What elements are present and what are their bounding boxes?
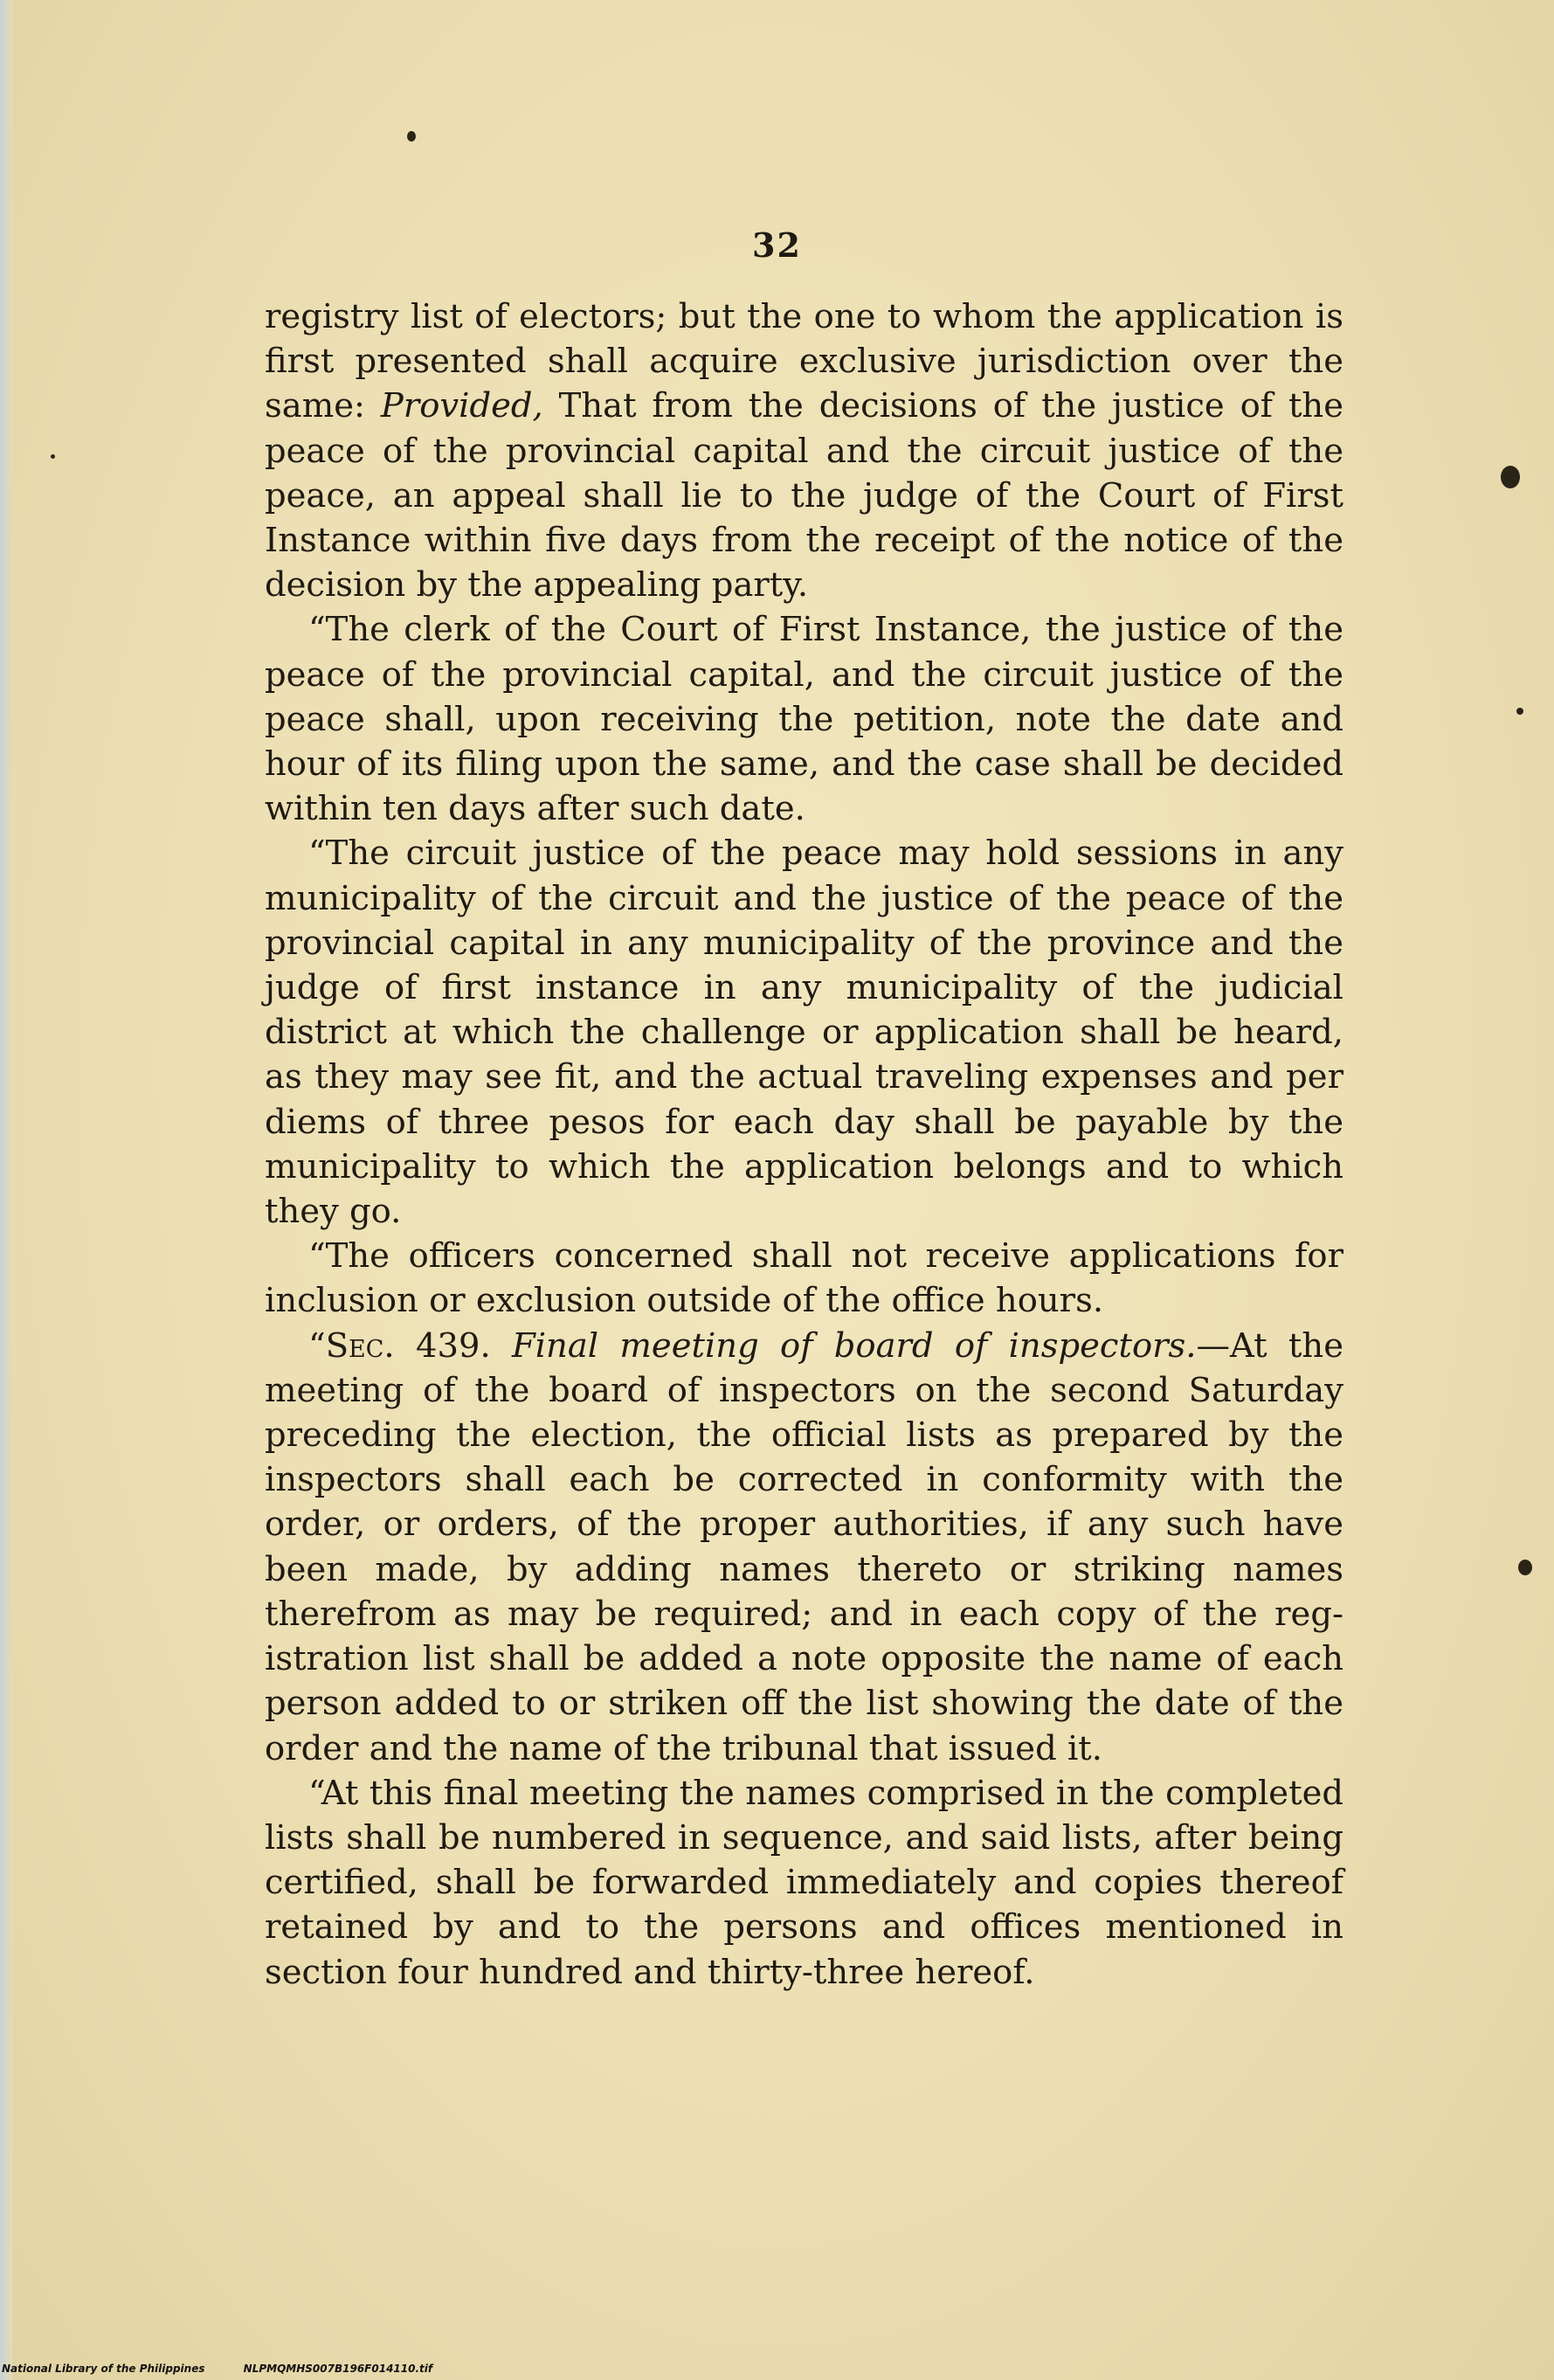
file-id: NLPMQMHS007B196F014110.tif (243, 2363, 433, 2375)
paragraph (265, 831, 1343, 1234)
text-run: “The clerk of the Court of First Instance, the justice of the peace of the provincial capital, and the circuit justice of the peace shall, upon receiving the petition, note the date and hour of its filing upon the same, and the case shall be decided within ten days after such date. (265, 610, 1343, 829)
text-run: “The circuit justice of the peace may hold sessions in any municipality of the circuit and the justice of the peace of the provincial capital in any municipality of the province and the judge of first instance in any municipality of the judicial district at which the challenge or application shall be heard, as they may see fit, and the actual traveling expenses and per diems of three pesos for each day shall be payable by the municipality to which the application belongs and to which they go. (265, 834, 1343, 1232)
ink-speck (1516, 708, 1523, 715)
text-run: “At this final meeting the names comprised in the completed lists shall be numbered in sequence, and said lists, after being certified, shall be forwarded immediately and copies thereof retained by and to the persons and offices mentioned in section four hundred and thirty-three hereof. (265, 1773, 1343, 1992)
body-text (265, 294, 1343, 1995)
italic-text: Final meeting of board of inspectors. (512, 1325, 1197, 1366)
paragraph (265, 607, 1343, 831)
paragraph (265, 294, 1343, 607)
text-run: Sec. (325, 1325, 395, 1366)
text-run: “ (308, 1325, 326, 1366)
library-credit: National Library of the Philippines (2, 2363, 205, 2375)
scan-credit (2, 2363, 432, 2375)
text-run: —At the meeting of the board of inspectors on the second Saturday preceding the election, the official lists as prepared by the inspectors shall each be corrected in conformity with the order, or orders, of the proper authorities, if any such have been made, by adding names thereto or striking names therefrom as may be required; and in each copy of the registration list shall be added a note opposite the name of each person added to or striken off the list showing the date of the order and the name of the tribunal that issued it. (265, 1325, 1343, 1768)
text-run: That from the decisions of the justice of the peace of the provincial capital and the circuit justice of the peace, an appeal shall lie to the judge of the Court of First Instance within five days from the receipt of the notice of the decision by the appealing party. (265, 386, 1343, 605)
paragraph (265, 1234, 1343, 1323)
paragraph (265, 1771, 1343, 1995)
page-edge (0, 0, 12, 2380)
ink-speck (1501, 466, 1520, 488)
italic-text: Provided, (380, 386, 543, 426)
ink-speck (407, 131, 416, 142)
ink-speck (1518, 1560, 1532, 1575)
ink-speck (51, 454, 55, 459)
page-number: 32 (752, 225, 802, 265)
text-run: “The officers concerned shall not receive applications for inclusion or exclusion outside of the office hours. (265, 1236, 1343, 1321)
text-run: registry list of electors; but the one to whom the application is first presented shall acquire exclusive jurisdiction over the same: (265, 297, 1343, 426)
text-run: 439. (394, 1325, 513, 1366)
paragraph (265, 1324, 1343, 1771)
